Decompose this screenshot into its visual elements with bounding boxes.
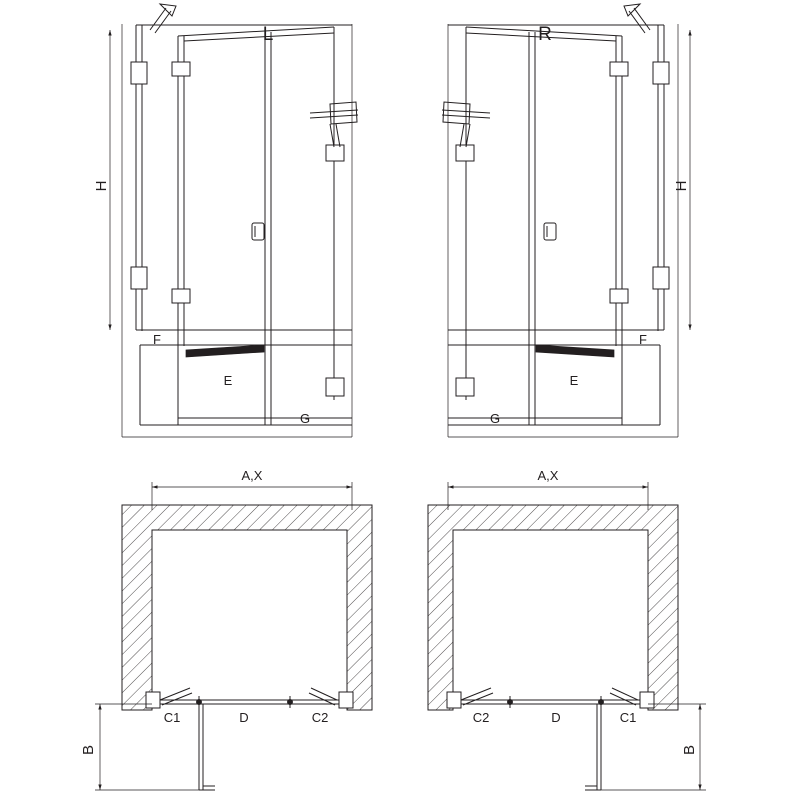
elevation-right-view bbox=[442, 4, 690, 437]
plan-left-view bbox=[80, 468, 372, 790]
elevation-right-panel-label-e: E bbox=[569, 373, 579, 388]
plan-right-top-dimension: A,X bbox=[537, 468, 559, 483]
elevation-left-panel-label-g: G bbox=[299, 411, 311, 426]
plan-left-side-dimension: B bbox=[80, 744, 97, 756]
plan-right-view bbox=[428, 468, 706, 790]
elevation-left-variant-label: L bbox=[262, 24, 274, 45]
elevation-left-panel-label-f: F bbox=[153, 332, 161, 347]
elevation-right-height-label: H bbox=[673, 180, 690, 192]
plan-left-top-dimension: A,X bbox=[241, 468, 263, 483]
elevation-right-panel-label-f: F bbox=[639, 332, 647, 347]
plan-right-segment-c1: C1 bbox=[619, 710, 637, 725]
elevation-right-variant-label: R bbox=[538, 24, 552, 45]
elevation-right-panel-label-g: G bbox=[489, 411, 501, 426]
plan-left-segment-c2: C2 bbox=[311, 710, 329, 725]
plan-right-side-dimension: B bbox=[681, 744, 698, 756]
plan-left-segment-d: D bbox=[239, 710, 249, 725]
plan-right-segment-d: D bbox=[551, 710, 561, 725]
elevation-left-panel-label-e: E bbox=[223, 373, 233, 388]
elevation-left-view bbox=[93, 4, 358, 437]
elevation-left-height-label: H bbox=[93, 180, 110, 192]
plan-left-segment-c1: C1 bbox=[163, 710, 181, 725]
plan-right-segment-c2: C2 bbox=[472, 710, 490, 725]
